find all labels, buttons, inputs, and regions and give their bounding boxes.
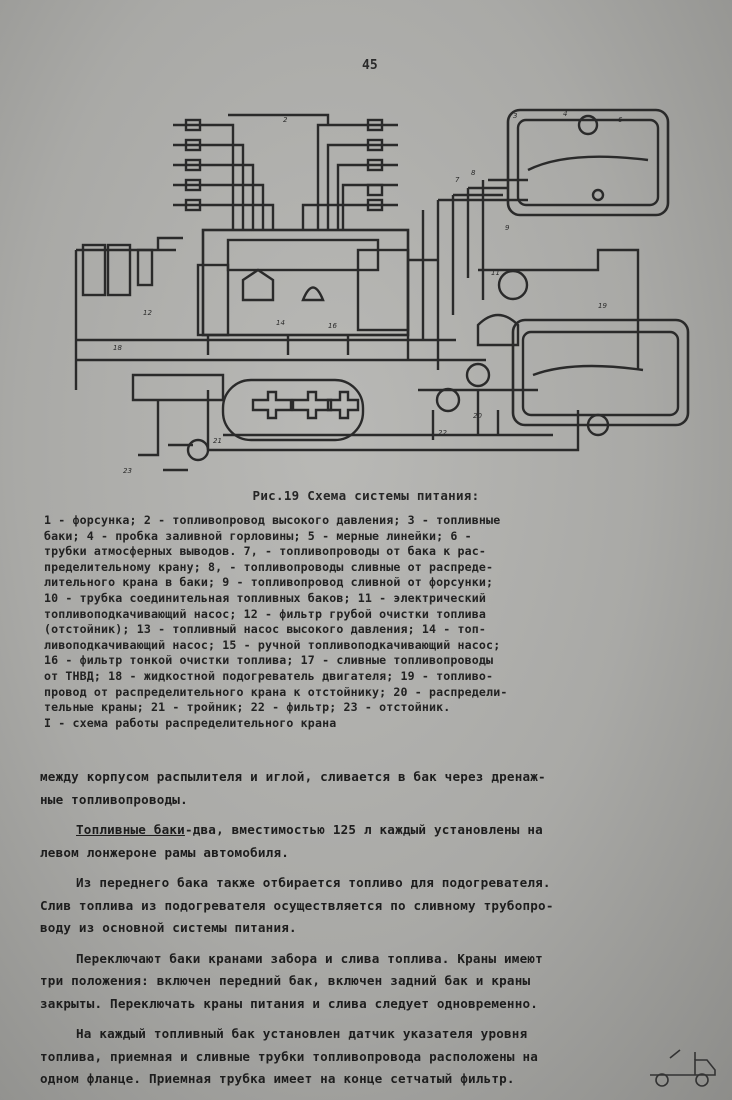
body-line-rest: -два, вместимостью 125 л каждый установлены на: [184, 822, 543, 837]
diagram-label: 9: [505, 224, 510, 232]
diagram-label: 4: [563, 110, 568, 118]
diagram-label: 8: [471, 169, 476, 177]
body-line: три положения: включен передний бак, включен задний бак и краны: [40, 973, 531, 988]
diagram-label: 12: [143, 309, 152, 317]
body-line: Переключают баки кранами забора и слива топлива. Краны имеют: [76, 950, 543, 966]
injectors-left: [173, 120, 213, 210]
figure-legend: [44, 513, 694, 731]
legend-line: 1 - форсунка; 2 - топливопровод высокого давления; 3 - топливные: [44, 513, 501, 527]
body-line: левом лонжероне рамы автомобиля.: [40, 844, 290, 860]
legend-line: от ТНВД; 18 - жидкостной подогреватель двигателя; 19 - топливо-: [44, 668, 494, 683]
legend-line: трубки атмосферных выводов. 7, - топливопроводы от бака к рас-: [44, 544, 487, 559]
body-line: воду из основной системы питания.: [40, 920, 297, 935]
diagram-label: 23: [123, 467, 132, 475]
diagram-label: 3: [513, 112, 518, 120]
diagram-label: 19: [598, 302, 607, 310]
figure-caption-title: Рис.19 Схема системы питания:: [252, 488, 480, 503]
truck-sketch-icon: [640, 1040, 720, 1095]
diagram-label: 7: [455, 176, 460, 184]
body-line: закрыты. Переключать краны питания и слива следует одновременно.: [40, 995, 539, 1011]
legend-line: лительного крана в баки; 9 - топливопровод сливной от форсунки;: [44, 575, 494, 590]
underlined-term: Топливные баки: [76, 822, 185, 837]
body-line: Из переднего бака также отбирается топливо для подогревателя.: [76, 875, 551, 890]
body-line: ные топливопроводы.: [40, 791, 188, 807]
diagram-label: 16: [328, 322, 337, 330]
body-line: между корпусом распылителя и иглой, сливается в бак через дренаж-: [40, 769, 546, 784]
legend-line: тельные краны; 21 - тройник; 22 - фильтр; 23 - отстойник.: [44, 700, 451, 715]
body-line: одном фланце. Приемная трубка имеет на конце сетчатый фильтр.: [40, 1071, 515, 1086]
body-text: [40, 766, 700, 1091]
legend-line: ливоподкачивающий насос; 15 - ручной топливоподкачивающий насос;: [44, 637, 501, 652]
legend-line: 10 - трубка соединительная топливных баков; 11 - электрический: [44, 590, 487, 605]
body-line: Слив топлива из подогревателя осуществляется по сливному трубопро-: [40, 897, 554, 913]
legend-line: (отстойник); 13 - топливный насос высокого давления; 14 - топ-: [44, 622, 487, 637]
diagram-label: 11: [491, 269, 500, 277]
legend-line: провод от распределительного крана к отстойнику; 20 - распредели-: [44, 684, 508, 699]
body-line: [40, 819, 700, 842]
legend-line: I - схема работы распределительного крана: [44, 715, 337, 730]
injectors-right: [348, 120, 398, 210]
body-line: На каждый топливный бак установлен датчик указателя уровня: [76, 1026, 528, 1041]
page-number: 45: [362, 58, 378, 73]
diagram-label: 22: [438, 429, 447, 437]
legend-line: пределительному крану; 8, - топливопроводы сливные от распреде-: [44, 559, 494, 574]
legend-line: 16 - фильтр тонкой очистки топлива; 17 - сливные топливопроводы: [44, 653, 494, 668]
diagram-label: 2: [283, 116, 288, 124]
legend-line: баки; 4 - пробка заливной горловины; 5 - мерные линейки; 6 -: [44, 528, 472, 543]
diagram-label: 20: [473, 412, 482, 420]
body-line: топлива, приемная и сливные трубки топливопровода расположены на: [40, 1048, 539, 1064]
diagram-label: 18: [113, 344, 122, 352]
diagram-label: 6: [618, 116, 623, 124]
diagram-label: 14: [276, 319, 285, 327]
diagram-label: 21: [213, 437, 222, 445]
fuel-system-diagram: [58, 100, 698, 485]
legend-line: топливоподкачивающий насос; 12 - фильтр грубой очистки топлива: [44, 606, 487, 621]
